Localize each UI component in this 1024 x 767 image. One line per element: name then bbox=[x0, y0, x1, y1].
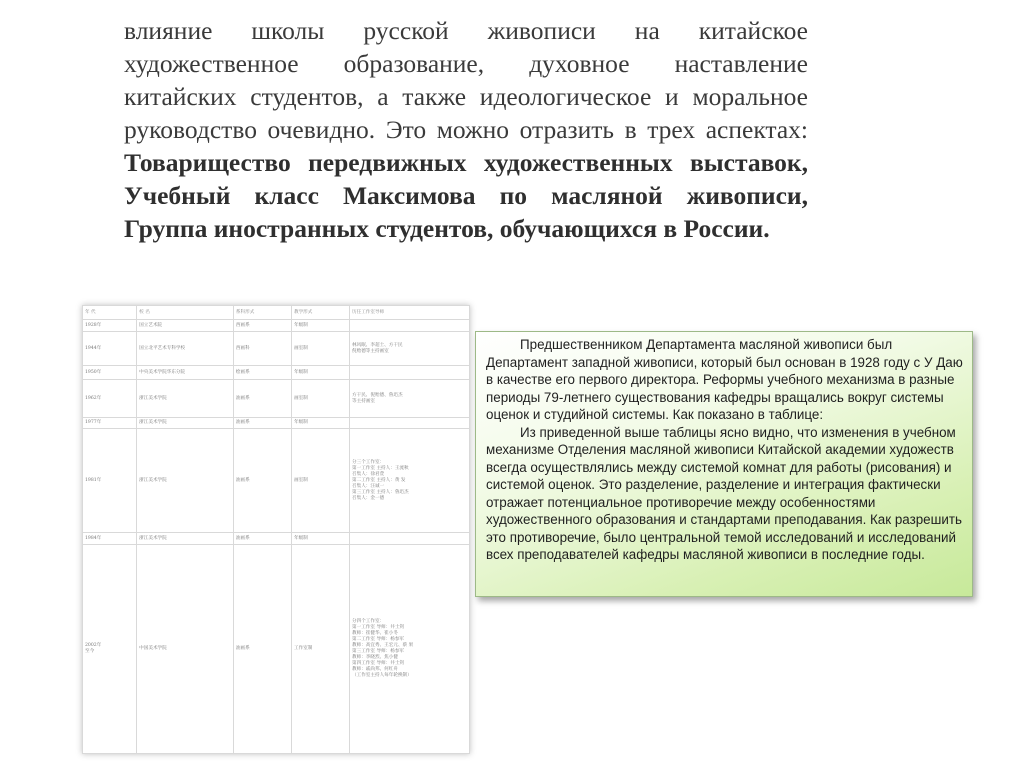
note-box bbox=[475, 331, 973, 597]
table-cell-dept: 西画系 bbox=[233, 320, 291, 332]
history-table-image bbox=[82, 305, 470, 754]
table-row bbox=[83, 429, 470, 533]
table-cell-school: 浙江美术学院 bbox=[137, 533, 234, 545]
table-cell-form: 画室制 bbox=[291, 380, 349, 418]
table-cell-dept: 西画科 bbox=[233, 332, 291, 366]
table-row bbox=[83, 320, 470, 332]
table-cell-school: 浙江美术学院 bbox=[137, 380, 234, 418]
table-cell-year: 1944年 bbox=[83, 332, 137, 366]
table-cell-teachers bbox=[350, 533, 470, 545]
table-cell-teachers: 分三个工作室： 第一工作室 主持人：王流秋 召集人：徐君萱 第二工作室 主持人：黄 发 召集人：汪诚一 第三工作室 主持人：鲁迅杰 召集人：金一德 bbox=[350, 429, 470, 533]
table-cell-dept: 油画系 bbox=[233, 429, 291, 533]
table-cell-school: 国立北平艺术专科学校 bbox=[137, 332, 234, 366]
table-row bbox=[83, 418, 470, 429]
table-cell-teachers: 林风眠、李超士、方干民 倪贻德等主持画室 bbox=[350, 332, 470, 366]
table-cell-year: 1977年 bbox=[83, 418, 137, 429]
main-paragraph bbox=[124, 14, 808, 245]
table-cell-form: 年级制 bbox=[291, 320, 349, 332]
table-cell-dept: 油画系 bbox=[233, 418, 291, 429]
table-header-row bbox=[83, 306, 470, 320]
table-cell-year: 1984年 bbox=[83, 533, 137, 545]
table-cell-year: 2002年 至今 bbox=[83, 545, 137, 754]
table-cell-year: 1950年 bbox=[83, 366, 137, 380]
table-header-school: 校 名 bbox=[137, 306, 234, 320]
main-paragraph-plain: влияние школы русской живописи на китайское художественное образование, духовное наставление китайских студентов, а также идеологическое и моральное руководство очевидно. Это можно отразить в трех аспектах: bbox=[124, 16, 808, 144]
table-cell-form: 年级制 bbox=[291, 366, 349, 380]
table-cell-school: 中国美术学院 bbox=[137, 545, 234, 754]
table-cell-school: 浙江美术学院 bbox=[137, 418, 234, 429]
table-cell-teachers: 分四个工作室： 第一工作室 导师：井士剑 教师：崔健华、崔小冬 第二工作室 导师：杨参军 教师：高宜秀、王宏元、蔡 果 第三工作室 导师：杨参军 教师：李晓烈、焦小健 第四工作室 导师：井士剑 教师：戚尚邦、何红舟 （工作室主持人每年轮换制） bbox=[350, 545, 470, 754]
table-cell-form: 工作室制 bbox=[291, 545, 349, 754]
table-cell-form: 画室制 bbox=[291, 332, 349, 366]
table-cell-school: 浙江美术学院 bbox=[137, 429, 234, 533]
table-cell-form: 年级制 bbox=[291, 418, 349, 429]
table-cell-teachers bbox=[350, 418, 470, 429]
table-row bbox=[83, 332, 470, 366]
table-cell-dept: 油画系 bbox=[233, 545, 291, 754]
note-paragraph-2: Из приведенной выше таблицы ясно видно, что изменения в учебном механизме Отделения масляной живописи Китайской академии художеств всегда осуществлялись между системой комнат для работы (рисования) и системой оценок. Это разделение, разделение и интеграция фактически отражает потенциальное противоречие между особенностями художественного образования и стандартами преподавания. Как разрешить это противоречие, было центральной темой исследований и исследований всех преподавателей кафедры масляной живописи в последние годы. bbox=[486, 424, 962, 562]
table-cell-dept: 油画系 bbox=[233, 533, 291, 545]
table-cell-year: 1962年 bbox=[83, 380, 137, 418]
table-cell-dept: 绘画系 bbox=[233, 366, 291, 380]
table-cell-teachers bbox=[350, 366, 470, 380]
note-paragraph-1: Предшественником Департамента масляной живописи был Департамент западной живописи, который был основан в 1928 году с У Даю в качестве его первого директора. Реформы учебного механизма в разные периоды 79-летнего существования кафедры вращались вокруг системы оценок и студийной системы. Как показано в таблице: bbox=[486, 337, 963, 422]
table-row bbox=[83, 366, 470, 380]
table-cell-school: 中央美术学院华东分院 bbox=[137, 366, 234, 380]
table-cell-dept: 油画系 bbox=[233, 380, 291, 418]
table-cell-teachers bbox=[350, 320, 470, 332]
table-header-year: 年 代 bbox=[83, 306, 137, 320]
table-cell-year: 1981年 bbox=[83, 429, 137, 533]
table-header-teachers: 历任工作室导师 bbox=[350, 306, 470, 320]
main-paragraph-bold: Товарищество передвижных художественных выставок, Учебный класс Максимова по масляной живописи, Группа иностранных студентов, обучающихся в России. bbox=[124, 148, 808, 243]
table-cell-year: 1928年 bbox=[83, 320, 137, 332]
table-row bbox=[83, 545, 470, 754]
table-header-form: 教学形式 bbox=[291, 306, 349, 320]
history-table bbox=[82, 305, 470, 754]
table-cell-school: 国立艺术院 bbox=[137, 320, 234, 332]
table-cell-form: 画室制 bbox=[291, 429, 349, 533]
table-row bbox=[83, 533, 470, 545]
table-header-dept: 系科形式 bbox=[233, 306, 291, 320]
table-cell-form: 年级制 bbox=[291, 533, 349, 545]
table-cell-teachers: 方干民、倪贻德、鲁迅杰 等主持画室 bbox=[350, 380, 470, 418]
table-row bbox=[83, 380, 470, 418]
